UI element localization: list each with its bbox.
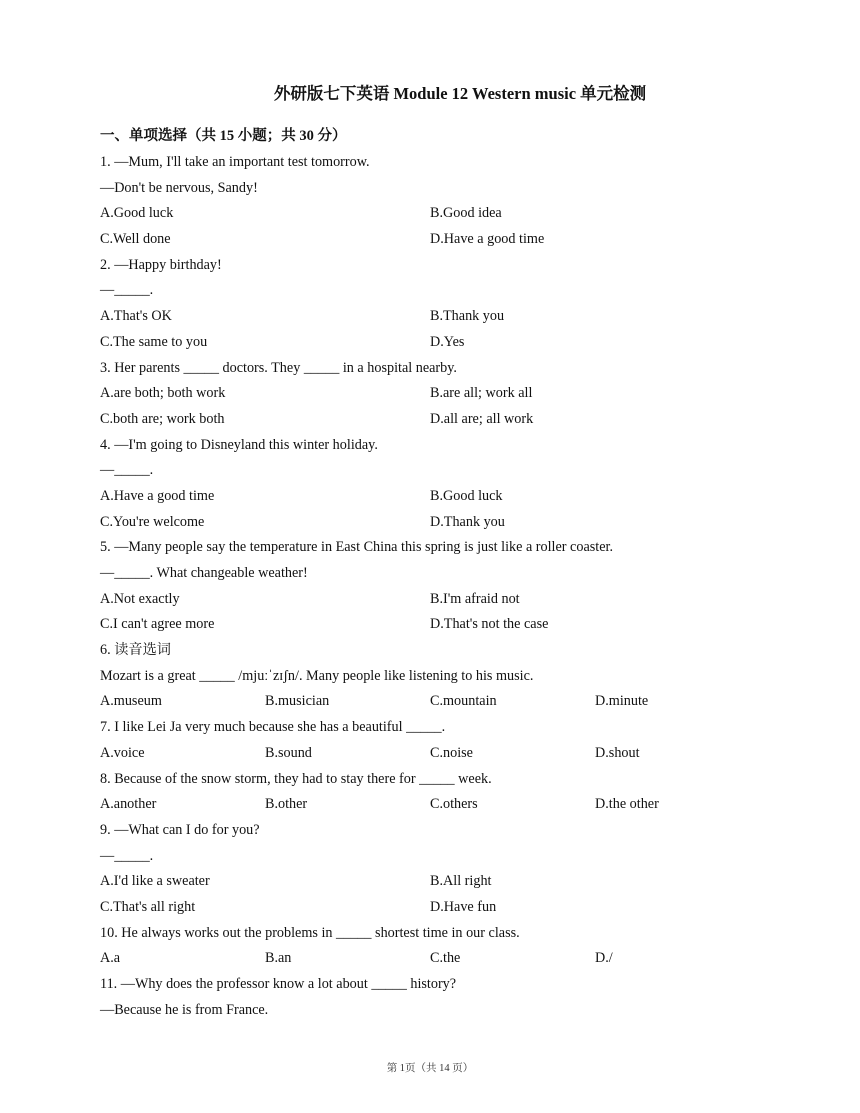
option-b[interactable]: B.sound <box>265 744 312 761</box>
option-d[interactable]: D.minute <box>595 693 649 710</box>
question-list <box>100 150 800 1023</box>
question-stem: 6. 读音选词 <box>100 642 171 659</box>
option-d[interactable]: D.That's not the case <box>430 616 549 633</box>
question-line: —_____. <box>100 282 154 299</box>
option-d[interactable]: D./ <box>595 950 613 967</box>
option-c[interactable]: C.noise <box>430 744 473 761</box>
option-b[interactable]: B.are all; work all <box>430 385 533 402</box>
question-stem: 11. —Why does the professor know a lot about _____ history? <box>100 976 457 992</box>
option-a[interactable]: A.Not exactly <box>100 590 180 607</box>
question <box>100 253 800 356</box>
question-stem: 4. —I'm going to Disneyland this winter holiday. <box>100 436 378 453</box>
option-a[interactable]: A.a <box>100 950 121 967</box>
option-a[interactable]: A.voice <box>100 744 145 761</box>
question <box>100 535 800 638</box>
option-b[interactable]: B.other <box>265 796 308 813</box>
question-line: —Don't be nervous, Sandy! <box>100 179 258 196</box>
question-line: —_____. What changeable weather! <box>100 565 308 581</box>
question <box>100 356 800 433</box>
section-heading: 一、单项选择（共 15 小题；共 30 分） <box>100 128 347 144</box>
option-c[interactable]: C.Well done <box>100 231 171 248</box>
question <box>100 767 800 818</box>
option-a[interactable]: A.I'd like a sweater <box>100 873 210 890</box>
option-a[interactable]: A.are both; both work <box>100 385 226 402</box>
option-c[interactable]: C.The same to you <box>100 333 208 350</box>
option-a[interactable]: A.museum <box>100 693 162 710</box>
question-stem: 5. —Many people say the temperature in East China this spring is just like a roller coaster. <box>100 539 613 556</box>
question-stem: 7. I like Lei Ja very much because she has a beautiful _____. <box>100 719 446 736</box>
option-d[interactable]: D.the other <box>595 796 659 813</box>
question <box>100 972 800 1023</box>
option-d[interactable]: D.Have fun <box>430 898 497 915</box>
question <box>100 150 800 253</box>
option-d[interactable]: D.all are; all work <box>430 410 534 427</box>
option-b[interactable]: B.Good luck <box>430 487 503 504</box>
option-c[interactable]: C.mountain <box>430 693 497 710</box>
option-b[interactable]: B.musician <box>265 693 330 710</box>
question-stem: 9. —What can I do for you? <box>100 821 260 838</box>
document-title: 外研版七下英语 Module 12 Western music 单元检测 <box>273 84 647 103</box>
option-c[interactable]: C.That's all right <box>100 898 196 915</box>
option-b[interactable]: B.Good idea <box>430 205 502 222</box>
question-line: —_____. <box>100 462 154 479</box>
question-stem: 3. Her parents _____ doctors. They _____ in a hospital nearby. <box>100 359 457 376</box>
option-a[interactable]: A.That's OK <box>100 308 172 325</box>
question-stem: 10. He always works out the problems in _____ shortest time in our class. <box>100 924 520 941</box>
option-b[interactable]: B.Thank you <box>430 308 505 325</box>
option-c[interactable]: C.I can't agree more <box>100 616 215 633</box>
option-c[interactable]: C.You're welcome <box>100 513 205 530</box>
option-a[interactable]: A.another <box>100 796 157 813</box>
question-line: Mozart is a great _____ /mjuːˈzɪʃn/. Many people like listening to his music. <box>100 667 534 684</box>
option-d[interactable]: D.Thank you <box>430 513 505 530</box>
question <box>100 921 800 972</box>
question <box>100 818 800 921</box>
option-d[interactable]: D.shout <box>595 744 640 761</box>
option-c[interactable]: C.the <box>430 950 461 967</box>
question-stem: 8. Because of the snow storm, they had to stay there for _____ week. <box>100 770 492 787</box>
option-a[interactable]: A.Have a good time <box>100 487 215 504</box>
question-line: —Because he is from France. <box>100 1001 269 1018</box>
question-stem: 2. —Happy birthday! <box>100 256 222 273</box>
option-c[interactable]: C.others <box>430 796 478 813</box>
question <box>100 638 800 715</box>
option-c[interactable]: C.both are; work both <box>100 410 225 427</box>
question-stem: 1. —Mum, I'll take an important test tomorrow. <box>100 154 370 170</box>
option-d[interactable]: D.Yes <box>430 333 465 350</box>
question-line: —_____. <box>100 847 154 864</box>
option-a[interactable]: A.Good luck <box>100 205 174 222</box>
option-b[interactable]: B.All right <box>430 873 492 890</box>
option-b[interactable]: B.I'm afraid not <box>430 590 520 607</box>
question <box>100 715 800 766</box>
option-b[interactable]: B.an <box>265 950 292 967</box>
page-footer: 第 1页（共 14 页） <box>386 1063 474 1074</box>
option-d[interactable]: D.Have a good time <box>430 231 545 248</box>
question <box>100 433 800 536</box>
